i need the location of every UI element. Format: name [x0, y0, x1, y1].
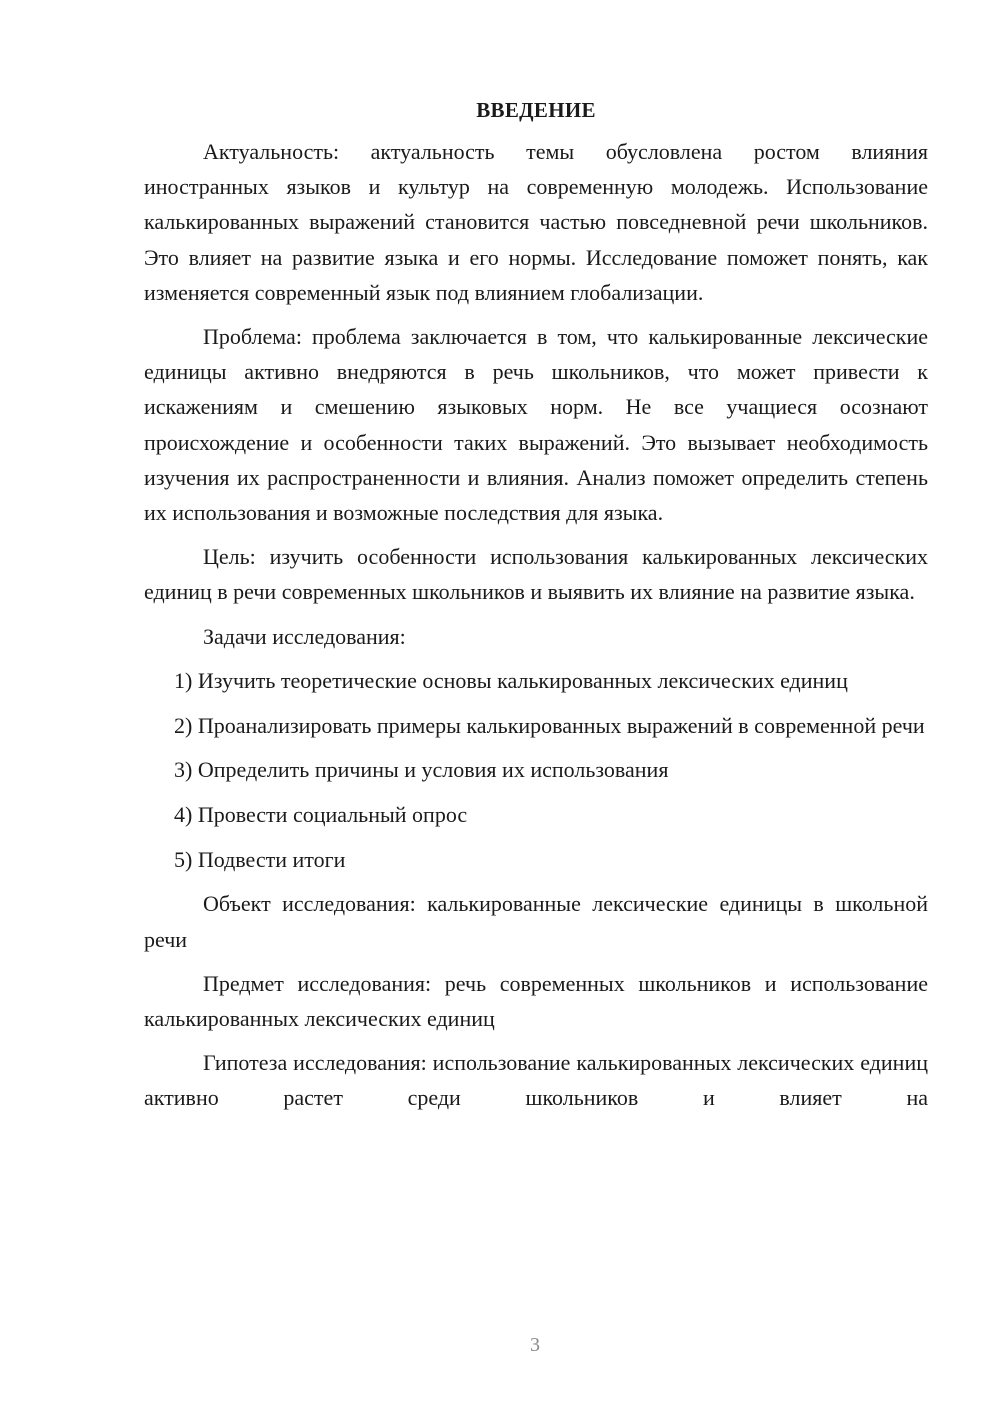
list-item: 4) Провести социальный опрос [174, 801, 468, 827]
goal-paragraph: Цель: изучить особенности использования калькированных лексических единиц в речи современных школьников и выявить их влияние на развитие языка. [144, 544, 928, 605]
list-item: 2) Проанализировать примеры калькированных выражений в современной речи [174, 712, 925, 738]
page-number: 3 [530, 1334, 540, 1356]
relevance-paragraph: Актуальность: актуальность темы обусловлена ростом влияния иностранных языков и культур на современную молодежь. Использование калькированных выражений становится частью повседневной речи школьников. Это влияет на развитие языка и его нормы. Исследование поможет понять, как изменяется современный язык под влиянием глобализации. [144, 139, 928, 305]
object-paragraph: Объект исследования: калькированные лексические единицы в школьной речи [144, 891, 928, 952]
hypothesis-paragraph: Гипотеза исследования: использование калькированных лексических единиц активно растет среди школьников и влияет на [144, 1050, 928, 1111]
tasks-heading: Задачи исследования: [203, 623, 406, 649]
list-item: 1) Изучить теоретические основы калькированных лексических единиц [174, 667, 848, 693]
problem-paragraph: Проблема: проблема заключается в том, что калькированные лексические единицы активно внедряются в речь школьников, что может привести к искажениям и смешению языковых норм. Не все учащиеся осознают происхождение и особенности таких выражений. Это вызывает необходимость изучения их распространенности и влияния. Анализ поможет определить степень их использования и возможные последствия для языка. [144, 324, 928, 526]
section-title: ВВЕДЕНИЕ [476, 98, 596, 122]
subject-paragraph: Предмет исследования: речь современных школьников и использование калькированных лексических единиц [144, 970, 928, 1031]
list-item: 5) Подвести итоги [174, 846, 346, 872]
page-content [144, 93, 928, 1125]
tasks-list [144, 663, 928, 877]
list-item: 3) Определить причины и условия их использования [174, 757, 669, 783]
